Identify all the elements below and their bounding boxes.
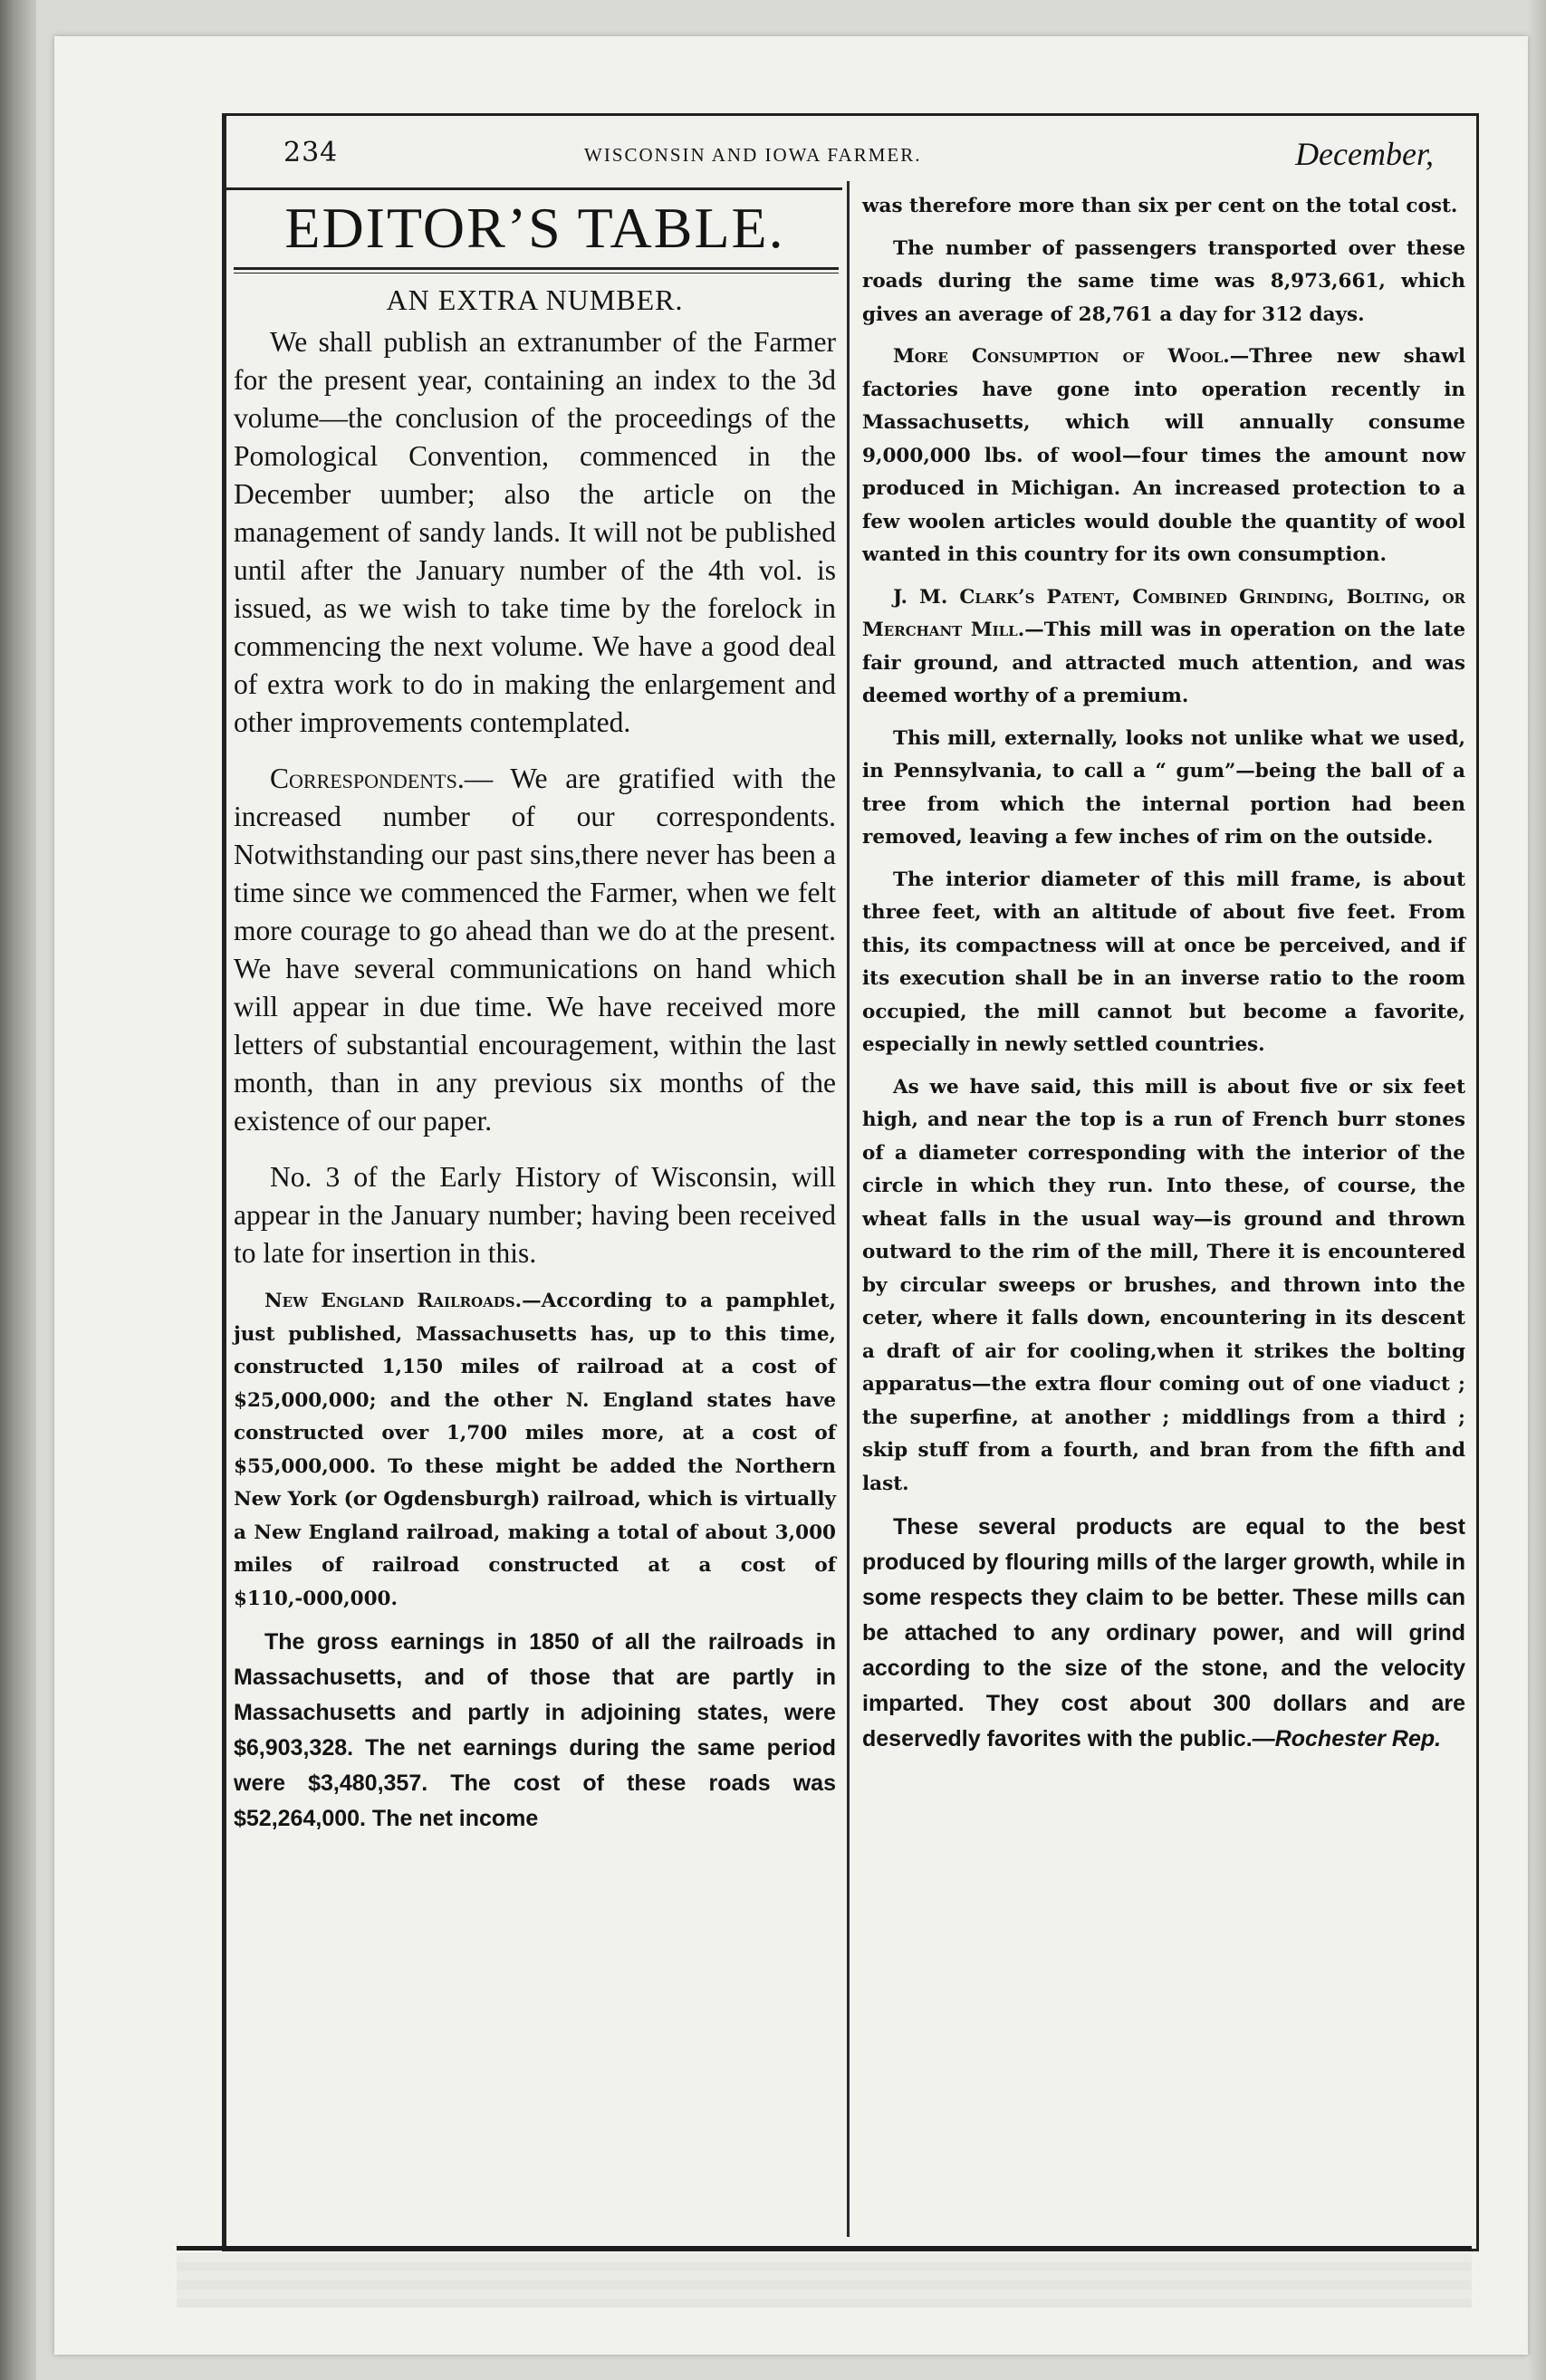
bleed-through-text [177, 2253, 1472, 2308]
mill-heading: J. M. Clark’s Patent, Combined Grinding, Bolting, or Merchant Mill. [862, 585, 1465, 641]
book-spine [0, 0, 36, 2380]
column-divider [847, 181, 850, 2237]
wool-paragraph [862, 341, 1465, 572]
gum-paragraph: This mill, externally, looks not unlike what we used, in Pennsylvania, to call a “ gum”—being the ball of a tree from which the internal portion had been removed, leaving a few inches of rim on the outside. [862, 726, 1465, 849]
interior-diameter-paragraph: The interior diameter of this mill frame, is about three feet, with an altitude of about five feet. From this, its compactness will at once be perceived, and if its execution shall be in an inverse ratio to the room occupied, the mill cannot but become a favorite, especially in newly settled countries. [862, 868, 1465, 1056]
mill-paragraph [862, 581, 1465, 714]
bottom-rule [177, 2246, 1472, 2250]
page-edge [1528, 0, 1546, 2380]
early-history-paragraph: No. 3 of the Early History of Wisconsin, will appear in the January number; having been received to late for insertion in this. [234, 1161, 836, 1270]
gross-earnings-paragraph: The gross earnings in 1850 of all the railroads in Massachusetts, and of those that are partly in Massachusetts and partly in adjoining states, were $6,903,328. The net earnings during the same period were $3,480,357. The cost of these roads was $52,264,000. The net income [234, 1629, 836, 1832]
passengers-paragraph: The number of passengers transported over these roads during the same time was 8,973,661, which gives an average of 28,761 a day for 312 days. [862, 236, 1465, 326]
products-text: These several products are equal to the best produced by flouring mills of the larger growth, while in some respects they claim to be better. These mills can be attached to any ordinary power, and will grind according to the size of the stone, and the velocity imparted. They cost about 300 dollars and are deservedly favorites with the public.— [862, 1514, 1465, 1751]
running-title: WISCONSIN AND IOWA FARMER. [584, 144, 922, 166]
page-number: 234 [283, 137, 339, 168]
page-header [231, 131, 1463, 186]
railroads-paragraph [234, 1285, 836, 1616]
railroads-heading: New England Railroads. [264, 1290, 523, 1313]
correspondents-heading: Correspondents. [270, 763, 465, 795]
source-citation: Rochester Rep. [1274, 1726, 1442, 1751]
editors-table-title: EDITOR’S TABLE. [284, 196, 785, 260]
correspondents-paragraph [234, 760, 836, 1140]
mill-description-paragraph: As we have said, this mill is about five or six feet high, and near the top is a run of French burr stones of a diameter corresponding with the interior of the circle in which they run. Into these, of course, the wheat falls in the usual way—is ground and thrown outward to the rim of the mill, There it is encountered by circular sweeps or brushes, and thrown into the ceter, where it falls down, encountering in its descent a draft of air for cooling,when it strikes the bolting apparatus—the extra flour coming out of one viaduct ; the superfine, at another ; middlings from a third ; skip stuff from a fourth, and bran from the fifth and last. [862, 1075, 1465, 1495]
month-label: December, [1295, 136, 1434, 172]
net-income-continuation: was therefore more than six per cent on the total cost. [862, 195, 1458, 217]
mill-text: —This mill was in operation on the late fair ground, and attracted much attention, and was deemed worthy of a premium. [862, 619, 1465, 707]
extra-number-paragraph: We shall publish an extranumber of the Farmer for the present year, containing an index to the 3d volume—the conclusion of the proceedings of the Pomological Convention, commenced in the December uumber; also the article on the management of sandy lands. It will not be published until after the January number of the 4th vol. is issued, as we wish to take time by the forelock in commencing the next volume. We have a good deal of extra work to do in making the enlargement and other improvements contemplated. [234, 326, 836, 739]
right-column [862, 190, 1465, 1766]
correspondents-text: — We are gratified with the increased number of our correspondents. Notwithstanding our past sins,there never has been a time since we commenced the Farmer, when we felt more courage to go ahead than we do at the present. We have several communications on hand which will appear in due time. We have received more letters of substantial encouragement, within the last month, than in any previous six months of the existence of our paper. [234, 763, 836, 1137]
wool-heading: More Consumption of Wool. [893, 345, 1230, 368]
railroads-text: —According to a pamphlet, just published, Massachusetts has, up to this time, constructed 1,150 miles of railroad at a cost of $25,000,000; and the other N. England states have constructed over 1,700 miles more, at a cost of $55,000,000. To these might be added the Northern New York (or Ogdensburgh) railroad, which is virtually a New England railroad, making a total of about 3,000 miles of railroad constructed at a cost of $110,-000,000. [234, 1290, 836, 1610]
products-paragraph [862, 1510, 1465, 1757]
extra-number-heading: AN EXTRA NUMBER. [386, 283, 684, 317]
left-column [234, 190, 836, 1846]
wool-text: —Three new shawl factories have gone into operation recently in Massachusetts, which will annually consume 9,000,000 lbs. of wool—four times the amount now produced in Michigan. An increased protection to a few woolen articles would double the quantity of wool wanted in this country for its own consumption. [862, 345, 1466, 566]
